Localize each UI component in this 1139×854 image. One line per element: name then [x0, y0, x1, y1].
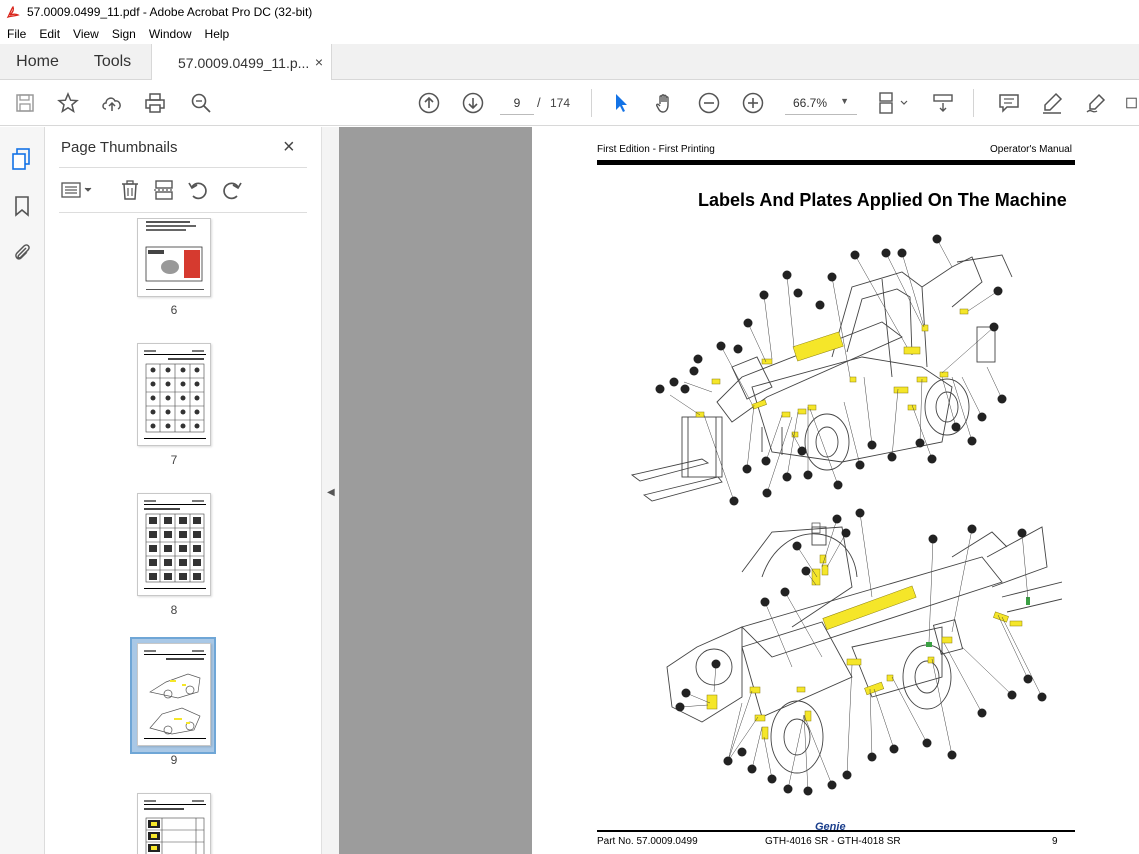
bookmarks-icon[interactable] [10, 194, 34, 218]
machine-bottom-view [667, 527, 1062, 773]
genie-logo: Genie [815, 821, 846, 833]
page-footer-center: GTH-4016 SR - GTH-4018 SR [765, 836, 901, 847]
toolbar-divider-2 [973, 89, 974, 117]
thumbnail-list [45, 218, 313, 854]
close-tab-icon[interactable]: × [314, 54, 323, 70]
title-bar [0, 0, 1139, 24]
menu-edit[interactable]: Edit [39, 27, 61, 41]
upload-cloud-icon[interactable] [100, 91, 124, 115]
previous-page-icon[interactable] [417, 91, 441, 115]
page-header-right: Operator's Manual [990, 144, 1072, 155]
select-cursor-icon[interactable] [609, 91, 633, 115]
collapse-arrow-icon: ◀ [327, 487, 335, 498]
bookmark-star-icon[interactable] [56, 91, 80, 115]
callouts-bottom [676, 509, 1047, 796]
scroll-mode-icon[interactable] [931, 91, 955, 115]
panel-divider [59, 167, 307, 168]
print-icon[interactable] [143, 91, 167, 115]
panel-divider-2 [59, 212, 307, 213]
window-title: 57.0009.0499_11.pdf - Adobe Acrobat Pro DC (32-bit) [27, 5, 313, 19]
menu-sign[interactable]: Sign [111, 27, 136, 41]
chevron-down-icon: ▼ [840, 96, 849, 106]
page-fit-icon[interactable] [876, 91, 912, 115]
more-tools-icon[interactable] [1124, 91, 1139, 115]
thumbnail-label-9: 9 [170, 753, 178, 767]
attachments-icon[interactable] [10, 240, 34, 264]
page-number-input[interactable] [500, 91, 534, 115]
tab-document-label: 57.0009.0499_11.p... [178, 54, 310, 71]
zoom-value: 66.7% [793, 96, 828, 110]
thumbnail-label-6: 6 [170, 303, 178, 317]
thumbnail-page-7[interactable] [137, 343, 211, 446]
extract-pages-icon[interactable] [151, 177, 177, 203]
total-pages: 174 [550, 96, 571, 110]
pdf-page [532, 127, 1139, 854]
navigation-rail [0, 127, 45, 854]
options-menu-icon[interactable] [59, 177, 95, 203]
tab-row [0, 44, 1139, 80]
zoom-search-icon[interactable] [189, 91, 213, 115]
zoom-in-icon[interactable] [741, 91, 765, 115]
menu-view[interactable]: View [73, 27, 99, 41]
page-heading: Labels And Plates Applied On The Machine [698, 190, 1067, 210]
tab-home[interactable]: Home [16, 53, 59, 70]
thumbnail-label-8: 8 [170, 603, 178, 617]
zoom-select[interactable] [785, 91, 857, 115]
machine-top-view [632, 255, 1012, 501]
labels-top [696, 309, 968, 437]
menu-bar [0, 24, 1139, 44]
page-footer-left: Part No. 57.0009.0499 [597, 836, 698, 847]
panel-collapse-handle[interactable] [321, 127, 339, 854]
thumbnail-page-10[interactable] [137, 793, 211, 854]
comment-icon[interactable] [997, 91, 1021, 115]
save-icon[interactable] [13, 91, 37, 115]
callouts-top [656, 235, 1007, 506]
page-header-left: First Edition - First Printing [597, 144, 715, 155]
page-thumbnails-panel [45, 127, 321, 854]
thumbnail-toolbar [59, 177, 309, 203]
tab-tools[interactable]: Tools [93, 53, 132, 70]
tab-document[interactable] [151, 44, 332, 81]
thumbnail-label-7: 7 [170, 453, 178, 467]
machine-label-diagram [622, 227, 1062, 817]
thumbnail-page-9[interactable] [137, 643, 211, 746]
labels-bottom [707, 555, 1022, 739]
rotate-right-icon[interactable] [219, 177, 245, 203]
hand-tool-icon[interactable] [653, 91, 677, 115]
highlight-pen-icon[interactable] [1040, 91, 1064, 115]
page-thumbnails-icon[interactable] [10, 147, 34, 171]
thumbnail-page-8[interactable] [137, 493, 211, 596]
page-footer-number: 9 [1052, 836, 1058, 847]
rotate-left-icon[interactable] [185, 177, 211, 203]
toolbar-divider [591, 89, 592, 117]
panel-title: Page Thumbnails [61, 139, 178, 156]
menu-help[interactable]: Help [204, 27, 230, 41]
acrobat-icon [5, 4, 21, 20]
next-page-icon[interactable] [461, 91, 485, 115]
close-panel-icon[interactable]: × [283, 136, 295, 158]
header-rule [597, 160, 1075, 165]
sign-pen-icon[interactable] [1084, 91, 1108, 115]
page-separator: / [537, 95, 541, 110]
document-view[interactable] [339, 127, 1139, 854]
thumbnail-page-6[interactable] [137, 218, 211, 297]
zoom-out-icon[interactable] [697, 91, 721, 115]
menu-window[interactable]: Window [148, 27, 192, 41]
menu-file[interactable]: File [7, 27, 27, 41]
main-toolbar [0, 80, 1139, 126]
delete-page-icon[interactable] [117, 177, 143, 203]
